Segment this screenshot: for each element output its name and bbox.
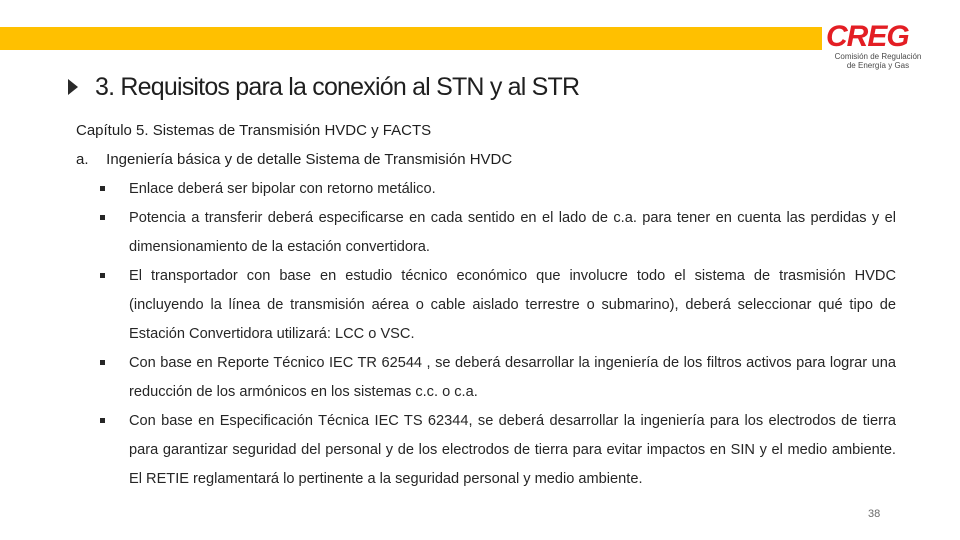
logo-subtitle	[826, 52, 930, 70]
bullet-text: Enlace deberá ser bipolar con retorno metálico.	[129, 181, 436, 197]
bullet-list	[100, 175, 896, 494]
section-heading	[76, 151, 512, 168]
square-bullet-icon	[100, 186, 105, 191]
section-title: Ingeniería básica y de detalle Sistema de Transmisión HVDC	[106, 151, 513, 168]
creg-logo	[826, 22, 938, 80]
square-bullet-icon	[100, 273, 105, 278]
list-item	[100, 175, 896, 204]
title-row	[68, 72, 579, 102]
logo-subtitle-line1: Comisión de Regulación	[834, 52, 922, 61]
bullet-text: El transportador con base en estudio técnico económico que involucre todo el sistema de trasmisión HVDC (incluyendo la línea de transmisión aérea o cable aislado terrestre o submarino), deberá seleccionar qué tipo de Estación Convertidora utilizará: LCC o VSC.	[129, 268, 896, 342]
square-bullet-icon	[100, 360, 105, 365]
page-number: 38	[868, 508, 881, 520]
bullet-text: Con base en Especificación Técnica IEC TS 62344, se deberá desarrollar la ingeniería para los electrodos de tierra para garantizar seguridad del personal y de los electrodos de tierra para evitar impactos en SIN y el medio ambiente. El RETIE reglamentará lo pertinente a la seguridad personal y medio ambiente.	[129, 413, 896, 487]
logo-subtitle-line2: de Energía y Gas	[846, 61, 910, 70]
top-accent-bar	[0, 27, 822, 50]
logo-mark: CREG	[826, 20, 909, 53]
chapter-heading: Capítulo 5. Sistemas de Transmisión HVDC y FACTS	[76, 122, 432, 139]
slide-title: 3. Requisitos para la conexión al STN y al STR	[95, 73, 580, 101]
section-letter: a.	[76, 151, 89, 168]
square-bullet-icon	[100, 418, 105, 423]
list-item	[100, 349, 896, 407]
list-item	[100, 262, 896, 349]
list-item	[100, 407, 896, 494]
bullet-text: Con base en Reporte Técnico IEC TR 62544 , se deberá desarrollar la ingeniería de los filtros activos para lograr una reducción de los armónicos en los sistemas c.c. o c.a.	[129, 355, 896, 400]
square-bullet-icon	[100, 215, 105, 220]
bullet-text: Potencia a transferir deberá especificarse en cada sentido en el lado de c.a. para tener en cuenta las perdidas y el dimensionamiento de la estación convertidora.	[129, 210, 896, 255]
list-item	[100, 204, 896, 262]
triangle-bullet-icon	[68, 79, 78, 95]
